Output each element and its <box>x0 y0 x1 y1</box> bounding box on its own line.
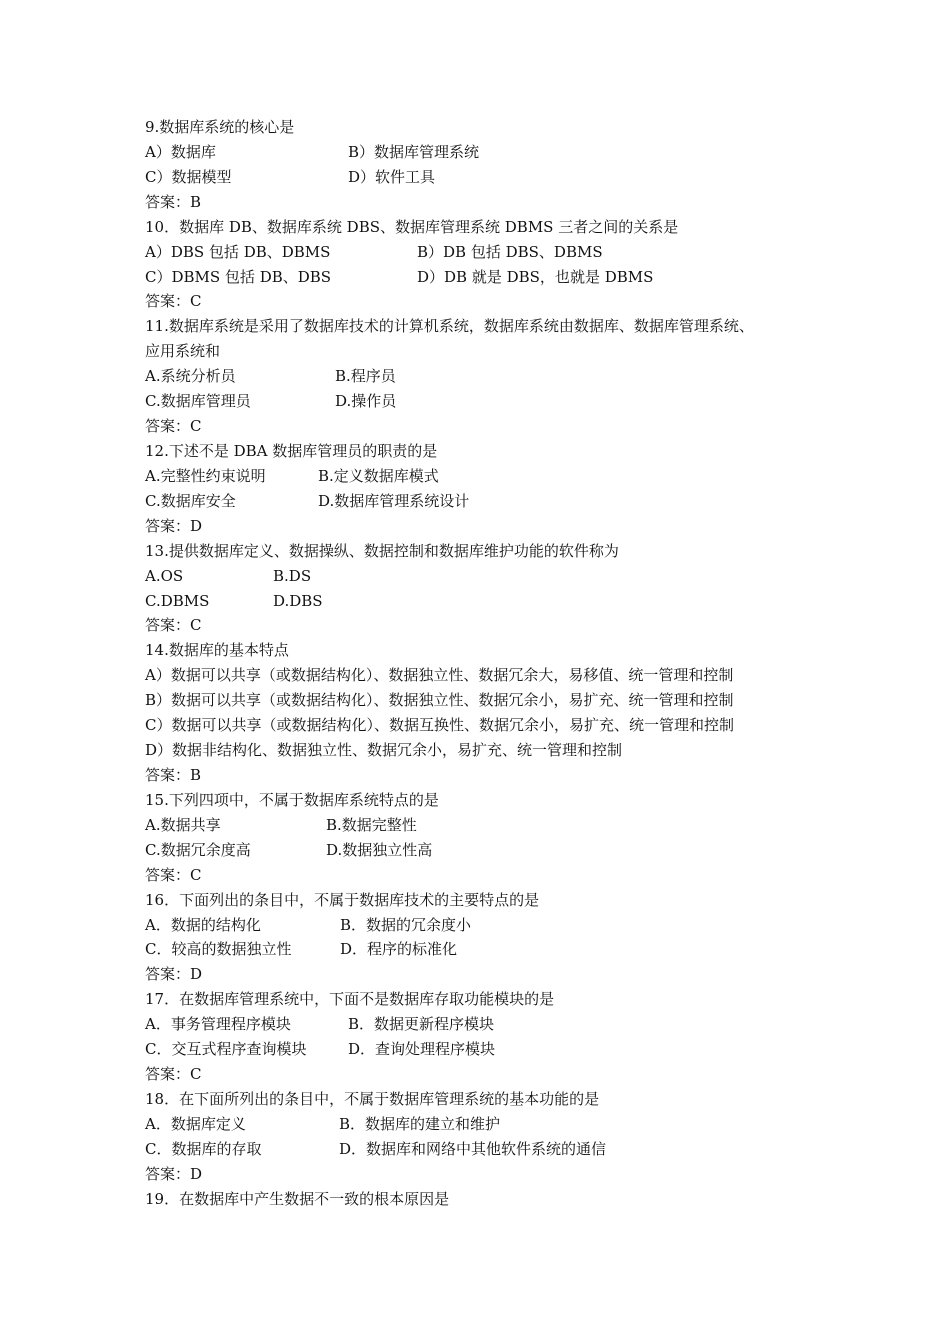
answer-line: 答案：B <box>145 192 202 211</box>
option-text: C．数据库的存取 <box>145 1139 262 1158</box>
option-row <box>145 1012 825 1037</box>
option-text: A．数据库定义 <box>145 1114 246 1133</box>
option-text: B．数据的冗余度小 <box>340 915 472 934</box>
question-block <box>145 314 825 439</box>
option-row <box>145 140 825 165</box>
option-row <box>145 913 825 938</box>
question-stem: 11.数据库系统是采用了数据库技术的计算机系统，数据库系统由数据库、数据库管理系统、 <box>145 317 754 336</box>
question-stem: 13.提供数据库定义、数据操纵、数据控制和数据库维护功能的软件称为 <box>145 541 619 560</box>
option-text: D.数据库管理系统设计 <box>318 491 470 510</box>
option-row <box>145 1112 825 1137</box>
option-text: B）数据库管理系统 <box>348 142 480 161</box>
option-text: C.数据库安全 <box>145 491 236 510</box>
question-stem: 19．在数据库中产生数据不一致的根本原因是 <box>145 1189 450 1208</box>
option-row <box>145 713 825 738</box>
option-row <box>145 738 825 763</box>
option-text: C．交互式程序查询模块 <box>145 1040 307 1059</box>
option-text: B．数据更新程序模块 <box>348 1015 495 1034</box>
option-text: D）DB 就是 DBS，也就是 DBMS <box>417 267 654 286</box>
option-text: D．查询处理程序模块 <box>348 1040 496 1059</box>
answer-line: 答案：C <box>145 616 202 635</box>
option-text: A.系统分析员 <box>145 367 236 386</box>
question-stem: 9.数据库系统的核心是 <box>145 118 295 136</box>
option-text: B.定义数据库模式 <box>318 466 439 485</box>
option-text: A．事务管理程序模块 <box>145 1015 291 1034</box>
option-row <box>145 464 825 489</box>
option-row <box>145 589 825 614</box>
option-row <box>145 265 825 290</box>
question-block <box>145 638 825 788</box>
option-text: B）DB 包括 DBS、DBMS <box>417 242 603 261</box>
answer-line: 答案：D <box>145 965 203 984</box>
option-text: C．较高的数据独立性 <box>145 940 292 959</box>
question-block <box>145 888 825 988</box>
question-block <box>145 215 825 315</box>
answer-line: 答案：C <box>145 1065 202 1084</box>
option-text: B.数据完整性 <box>326 815 417 834</box>
answer-line: 答案：C <box>145 417 202 436</box>
option-text: B.程序员 <box>335 367 396 386</box>
question-block <box>145 539 825 639</box>
option-row <box>145 1037 825 1062</box>
option-text: C）数据模型 <box>145 167 232 186</box>
answer-line: 答案：B <box>145 765 202 784</box>
option-row <box>145 937 825 962</box>
option-text: B）数据可以共享（或数据结构化）、数据独立性、数据冗余小，易扩充、统一管理和控制 <box>145 691 734 710</box>
option-row <box>145 389 825 414</box>
option-text: D．程序的标准化 <box>340 940 458 959</box>
option-text: A）DBS 包括 DB、DBMS <box>145 242 331 261</box>
question-stem: 12.下述不是 DBA 数据库管理员的职责的是 <box>145 441 438 460</box>
answer-line: 答案：D <box>145 1164 203 1183</box>
option-text: B.DS <box>273 566 312 585</box>
option-text: C）数据可以共享（或数据结构化）、数据互换性、数据冗余小，易扩充、统一管理和控制 <box>145 716 734 735</box>
option-text: A.OS <box>145 566 184 585</box>
option-text: D.DBS <box>273 591 323 610</box>
question-stem: 15.下列四项中，不属于数据库系统特点的是 <box>145 790 439 809</box>
option-text: A.数据共享 <box>145 815 221 834</box>
option-text: C.数据冗余度高 <box>145 840 251 859</box>
question-stem: 18．在下面所列出的条目中，不属于数据库管理系统的基本功能的是 <box>145 1089 600 1108</box>
option-text: A）数据库 <box>145 142 216 161</box>
question-block <box>145 1187 825 1212</box>
option-row <box>145 364 825 389</box>
option-row <box>145 838 825 863</box>
option-text: A）数据可以共享（或数据结构化）、数据独立性、数据冗余大，易移值、统一管理和控制 <box>145 666 734 685</box>
option-text: A.完整性约束说明 <box>145 466 266 485</box>
question-block <box>145 1087 825 1187</box>
option-row <box>145 240 825 265</box>
option-text: A．数据的结构化 <box>145 915 261 934</box>
option-text: C.DBMS <box>145 591 210 610</box>
option-text: B．数据库的建立和维护 <box>339 1114 501 1133</box>
option-text: C）DBMS 包括 DB、DBS <box>145 267 332 286</box>
option-text: D.数据独立性高 <box>326 840 433 859</box>
question-list <box>145 115 825 1212</box>
question-stem: 10．数据库 DB、数据库系统 DBS、数据库管理系统 DBMS 三者之间的关系是 <box>145 217 679 236</box>
question-stem: 应用系统和 <box>145 342 221 361</box>
question-stem: 14.数据库的基本特点 <box>145 641 289 660</box>
option-row <box>145 489 825 514</box>
option-text: D）数据非结构化、数据独立性、数据冗余小，易扩充、统一管理和控制 <box>145 741 623 760</box>
option-row <box>145 564 825 589</box>
option-row <box>145 663 825 688</box>
answer-line: 答案：D <box>145 516 203 535</box>
question-stem: 16．下面列出的条目中，不属于数据库技术的主要特点的是 <box>145 890 540 909</box>
option-row <box>145 1137 825 1162</box>
question-stem: 17．在数据库管理系统中，下面不是数据库存取功能模块的是 <box>145 990 555 1009</box>
option-row <box>145 165 825 190</box>
question-block <box>145 987 825 1087</box>
question-block <box>145 439 825 539</box>
option-text: C.数据库管理员 <box>145 392 251 411</box>
answer-line: 答案：C <box>145 292 202 311</box>
question-block <box>145 115 825 215</box>
option-text: D）软件工具 <box>348 167 436 186</box>
option-row <box>145 688 825 713</box>
option-text: D．数据库和网络中其他软件系统的通信 <box>339 1139 607 1158</box>
option-row <box>145 813 825 838</box>
answer-line: 答案：C <box>145 865 202 884</box>
question-block <box>145 788 825 888</box>
option-text: D.操作员 <box>335 392 397 411</box>
